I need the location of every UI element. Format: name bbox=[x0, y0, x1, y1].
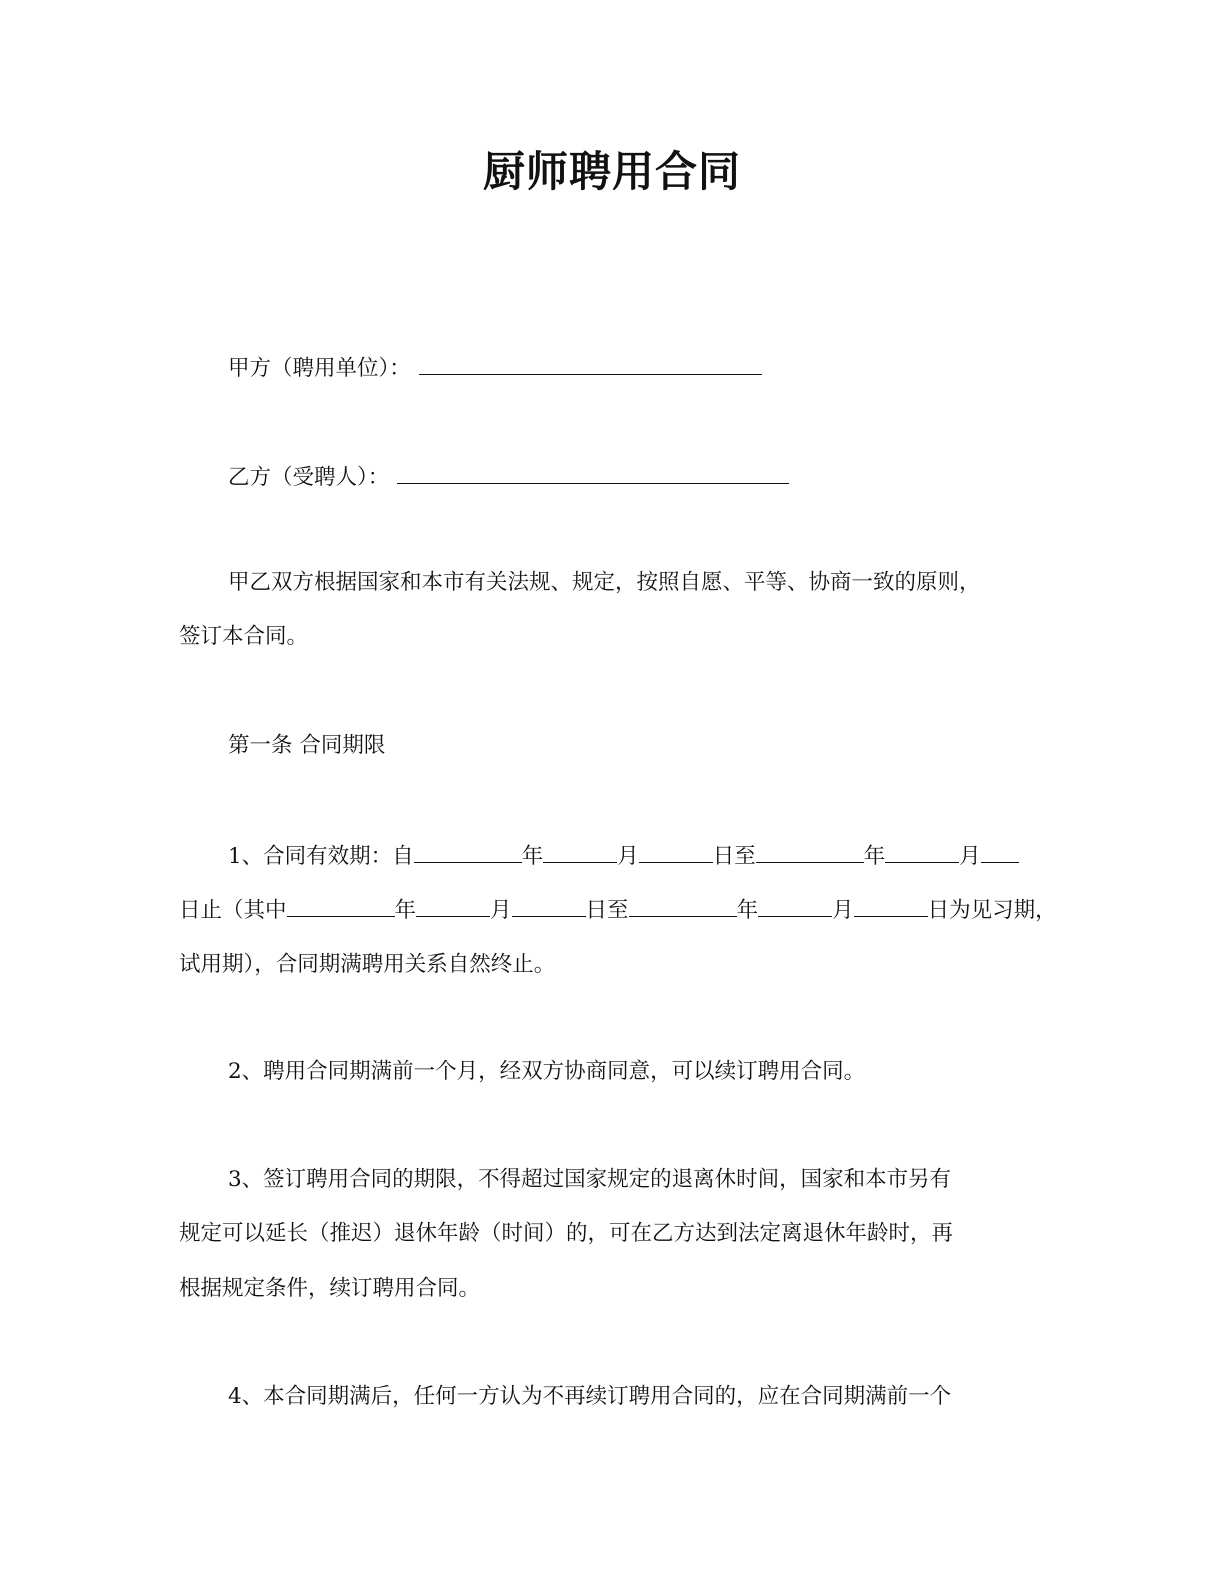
probation-end-month-blank[interactable] bbox=[758, 894, 832, 917]
month-label: 月 bbox=[617, 844, 639, 869]
end-month-blank[interactable] bbox=[885, 840, 959, 863]
start-month-blank[interactable] bbox=[543, 840, 617, 863]
day-end-prefix: 日止（其中 bbox=[179, 898, 287, 923]
day-to-label: 日至 bbox=[585, 898, 629, 923]
clause-3-line-3: 根据规定条件，续订聘用合同。 bbox=[179, 1276, 481, 1301]
clause-3-line-1: 3、签订聘用合同的期限，不得超过国家规定的退离休时间，国家和本市另有 bbox=[228, 1167, 952, 1192]
probation-suffix: 日为见习期， bbox=[927, 898, 1057, 923]
end-year-blank[interactable] bbox=[756, 840, 864, 863]
clause-3-line-2: 规定可以延长（推迟）退休年龄（时间）的，可在乙方达到法定离退休年龄时，再 bbox=[179, 1221, 954, 1246]
preamble-line-2: 签订本合同。 bbox=[179, 624, 309, 649]
clause-1-line-3: 试用期），合同期满聘用关系自然终止。 bbox=[179, 952, 556, 977]
clause-4: 4、本合同期满后，任何一方认为不再续订聘用合同的，应在合同期满前一个 bbox=[228, 1384, 952, 1409]
month-label: 月 bbox=[490, 898, 512, 923]
year-label: 年 bbox=[736, 898, 759, 923]
probation-start-month-blank[interactable] bbox=[416, 894, 490, 917]
party-a-label: 甲方（聘用单位）： bbox=[228, 356, 411, 381]
clause-1-line-2 bbox=[179, 894, 1059, 926]
probation-start-day-blank[interactable] bbox=[512, 894, 586, 917]
probation-start-year-blank[interactable] bbox=[287, 894, 395, 917]
month-label: 月 bbox=[959, 844, 981, 869]
party-b-label: 乙方（受聘人）： bbox=[228, 465, 390, 490]
year-label: 年 bbox=[394, 898, 417, 923]
clause-1-line-1 bbox=[228, 840, 1108, 872]
party-a-blank[interactable] bbox=[419, 352, 762, 375]
party-a-line bbox=[228, 352, 1108, 384]
year-label: 年 bbox=[521, 844, 544, 869]
probation-end-year-blank[interactable] bbox=[629, 894, 737, 917]
document-title: 厨师聘用合同 bbox=[482, 147, 741, 196]
party-b-blank[interactable] bbox=[397, 461, 789, 484]
year-label: 年 bbox=[863, 844, 886, 869]
month-label: 月 bbox=[832, 898, 854, 923]
day-to-label: 日至 bbox=[712, 844, 756, 869]
article-1-heading: 第一条 合同期限 bbox=[228, 733, 386, 758]
probation-end-day-blank[interactable] bbox=[854, 894, 928, 917]
start-year-blank[interactable] bbox=[414, 840, 522, 863]
clause-2: 2、聘用合同期满前一个月，经双方协商同意，可以续订聘用合同。 bbox=[228, 1059, 866, 1084]
end-day-blank[interactable] bbox=[981, 840, 1019, 863]
clause-1-prefix: 1、合同有效期：自 bbox=[228, 844, 414, 869]
party-b-line bbox=[228, 461, 1108, 493]
preamble-line-1: 甲乙双方根据国家和本市有关法规、规定，按照自愿、平等、协商一致的原则， bbox=[228, 570, 981, 595]
start-day-blank[interactable] bbox=[639, 840, 713, 863]
